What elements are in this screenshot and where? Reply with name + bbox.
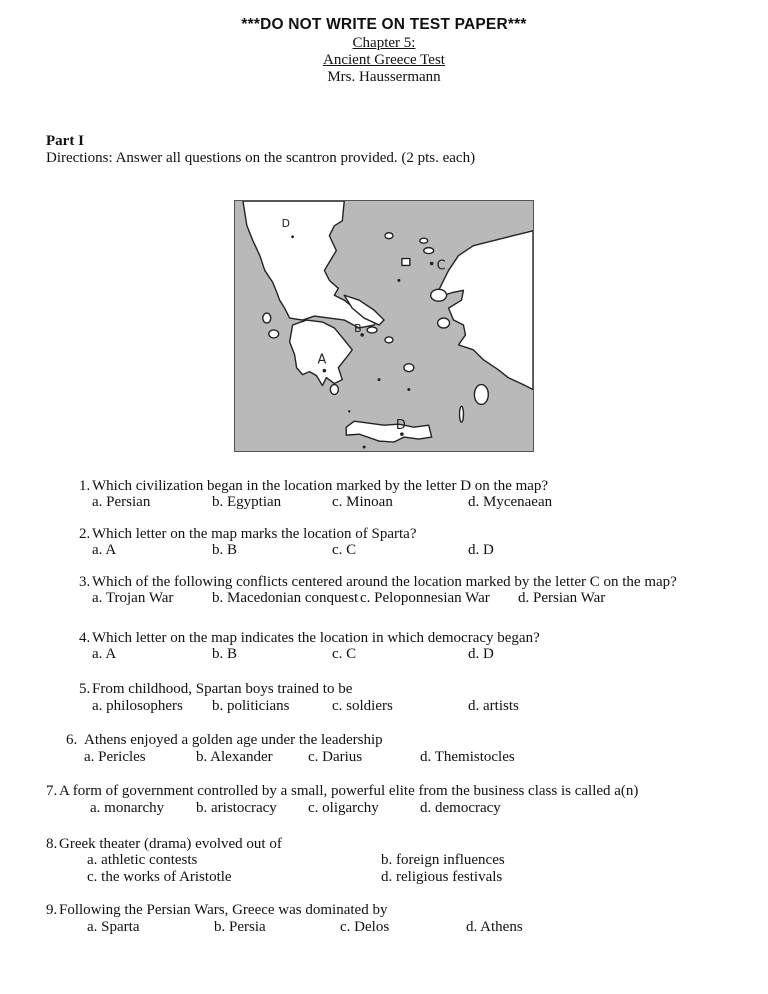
question-1-text: Which civilization began in the location marked by the letter D on the map? <box>92 478 549 494</box>
question-9-text: Following the Persian Wars, Greece was dominated by <box>59 902 388 918</box>
question-5-text: From childhood, Spartan boys trained to be <box>92 681 353 697</box>
question-1-option-b: b. Egyptian <box>212 494 282 510</box>
ancient-greece-map <box>234 200 534 452</box>
question-9-number: 9. <box>46 902 58 918</box>
map-label-b: B <box>354 321 362 335</box>
question-3-number: 3. <box>79 574 91 590</box>
question-6-option-b: b. Alexander <box>196 749 273 765</box>
map-land-crete <box>346 421 431 442</box>
question-5-option-b: b. politicians <box>212 698 290 714</box>
chapter-label: Chapter 5: <box>352 35 416 51</box>
question-2-text: Which letter on the map marks the location of Sparta? <box>92 526 417 542</box>
question-8-option-d: d. religious festivals <box>381 869 503 885</box>
question-6-text: Athens enjoyed a golden age under the leadership <box>84 732 383 748</box>
part-heading: Part I <box>46 133 84 149</box>
question-2-option-c: c. C <box>332 542 357 558</box>
question-7-option-c: c. oligarchy <box>308 800 379 816</box>
question-9-option-b: b. Persia <box>214 919 266 935</box>
question-4-option-b: b. B <box>212 646 238 662</box>
do-not-write-warning: ***DO NOT WRITE ON TEST PAPER*** <box>241 16 527 33</box>
question-2-option-a: a. A <box>92 542 117 558</box>
question-5-option-c: c. soldiers <box>332 698 393 714</box>
map-label-d-crete: D <box>395 418 406 434</box>
teacher-name: Mrs. Haussermann <box>327 69 441 85</box>
question-9-option-c: c. Delos <box>340 919 390 935</box>
question-5-option-a: a. philosophers <box>92 698 183 714</box>
question-4-number: 4. <box>79 630 91 646</box>
question-3-option-b: b. Macedonian conquest <box>212 590 359 606</box>
question-6-option-a: a. Pericles <box>84 749 146 765</box>
question-1-option-a: a. Persian <box>92 494 151 510</box>
question-2-option-b: b. B <box>212 542 238 558</box>
question-3-text: Which of the following conflicts centered around the location marked by the letter C on the map? <box>92 574 677 590</box>
question-7-option-a: a. monarchy <box>90 800 165 816</box>
question-8-option-b: b. foreign influences <box>381 852 505 868</box>
question-7-option-d: d. democracy <box>420 800 501 816</box>
test-title: Ancient Greece Test <box>323 52 445 68</box>
question-2-number: 2. <box>79 526 91 542</box>
question-8-number: 8. <box>46 836 58 852</box>
map-graphic <box>235 201 533 451</box>
question-1-option-c: c. Minoan <box>332 494 393 510</box>
question-1-number: 1. <box>79 478 91 494</box>
question-3-option-a: a. Trojan War <box>92 590 174 606</box>
question-7-number: 7. <box>46 783 58 799</box>
question-8-option-a: a. athletic contests <box>87 852 198 868</box>
question-9-option-a: a. Sparta <box>87 919 140 935</box>
question-6-option-c: c. Darius <box>308 749 363 765</box>
question-4-option-c: c. C <box>332 646 357 662</box>
question-6-number: 6. <box>66 732 78 748</box>
question-9-option-d: d. Athens <box>466 919 523 935</box>
question-4-option-a: a. A <box>92 646 117 662</box>
map-label-a: A <box>317 352 327 368</box>
question-4-option-d: d. D <box>468 646 494 662</box>
map-label-c: C <box>436 258 446 274</box>
question-5-option-d: d. artists <box>468 698 519 714</box>
question-2-option-d: d. D <box>468 542 494 558</box>
question-3-option-d: d. Persian War <box>518 590 606 606</box>
question-8-option-c: c. the works of Aristotle <box>87 869 232 885</box>
directions-text: Directions: Answer all questions on the scantron provided. (2 pts. each) <box>46 150 476 166</box>
question-4-text: Which letter on the map indicates the location in which democracy began? <box>92 630 540 646</box>
question-7-option-b: b. aristocracy <box>196 800 277 816</box>
map-land-anatolia <box>436 231 533 390</box>
question-1-option-d: d. Mycenaean <box>468 494 553 510</box>
map-label-d-north: D <box>281 216 291 230</box>
question-7-text: A form of government controlled by a small, powerful elite from the business class is called a(n) <box>59 783 639 799</box>
question-6-option-d: d. Themistocles <box>420 749 515 765</box>
question-3-option-c: c. Peloponnesian War <box>360 590 490 606</box>
question-5-number: 5. <box>79 681 91 697</box>
question-8-text: Greek theater (drama) evolved out of <box>59 836 282 852</box>
